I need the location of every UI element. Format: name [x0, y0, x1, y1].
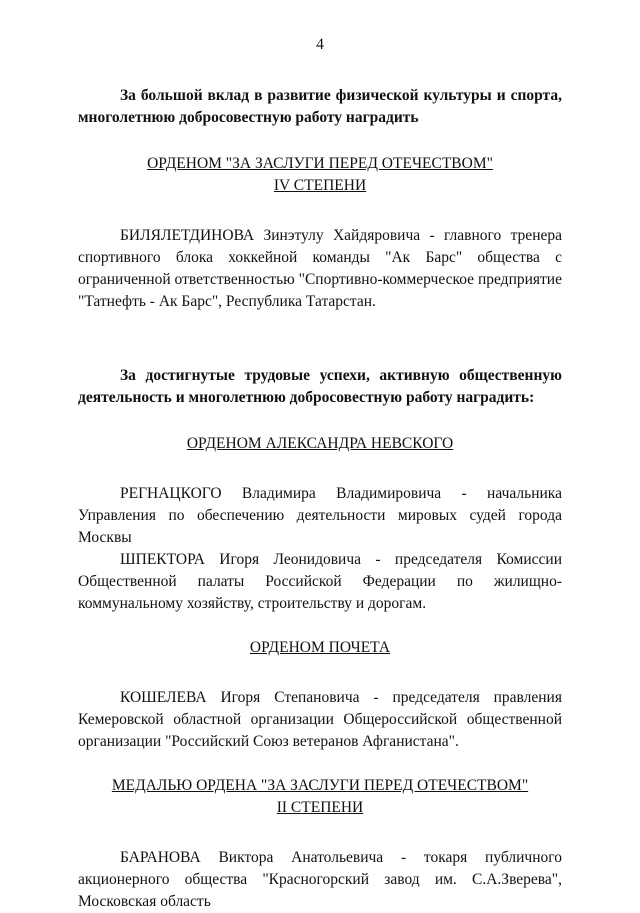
award-title-line: МЕДАЛЬЮ ОРДЕНА "ЗА ЗАСЛУГИ ПЕРЕД ОТЕЧЕСТВОМ" — [111, 777, 529, 794]
award-degree-line: II СТЕПЕНИ — [276, 799, 364, 816]
award-preamble: За достигнутые трудовые успехи, активную общественную деятельность и многолетнюю добросовестную работу наградить: — [78, 367, 562, 406]
award-title-line: ОРДЕНОМ ПОЧЕТА — [249, 639, 391, 656]
awardee-entry: ШПЕКТОРА Игоря Леонидовича - председателя Комиссии Общественной палаты Российской Федерации по жилищно-коммунальному хозяйству, строительству и дорогам. — [78, 551, 562, 612]
award-title-line: ОРДЕНОМ "ЗА ЗАСЛУГИ ПЕРЕД ОТЕЧЕСТВОМ" — [147, 155, 493, 172]
award-degree-line: IV СТЕПЕНИ — [273, 177, 367, 194]
award-title — [78, 775, 562, 819]
awardee-entry: БАРАНОВА Виктора Анатольевича - токаря публичного акционерного общества "Красногорский завод им. С.А.Зверева", Московская область — [78, 849, 562, 910]
award-title — [78, 433, 562, 455]
award-title — [78, 153, 562, 197]
awardee-entry: БИЛЯЛЕТДИНОВА Зинэтулу Хайдяровича - главного тренера спортивного блока хоккейной команды "Ак Барс" общества с ограниченной ответственностью "Спортивно-коммерческое предприятие "Татнефть - Ак Барс", Республика Татарстан. — [78, 227, 562, 310]
award-title-line: ОРДЕНОМ АЛЕКСАНДРА НЕВСКОГО — [186, 435, 454, 452]
awardee-entry: РЕГНАЦКОГО Владимира Владимировича - начальника Управления по обеспечению деятельности мировых судей города Москвы — [78, 485, 562, 546]
page-number: 4 — [316, 36, 324, 53]
award-preamble: За большой вклад в развитие физической культуры и спорта, многолетнюю добросовестную работу наградить — [78, 87, 562, 126]
awardee-entry: КОШЕЛЕВА Игоря Степановича - председателя правления Кемеровской областной организации Общероссийской общественной организации "Российский Союз ветеранов Афганистана". — [78, 689, 562, 750]
award-title — [78, 637, 562, 659]
